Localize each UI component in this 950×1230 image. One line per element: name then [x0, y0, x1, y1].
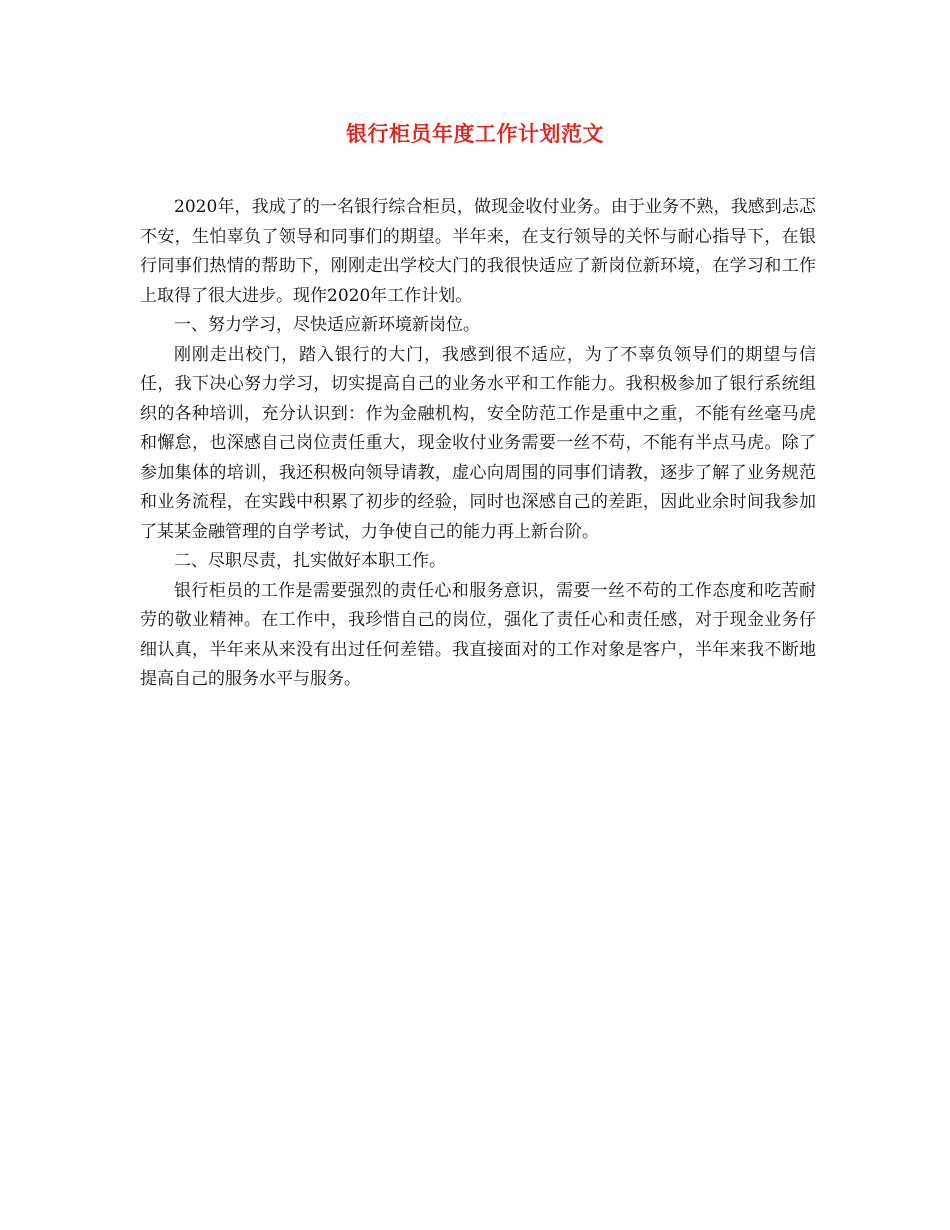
document-title: 银行柜员年度工作计划范文: [346, 121, 604, 146]
section-heading-1: 一、努力学习，尽快适应新环境新岗位。: [174, 315, 480, 335]
paragraph-study: 刚刚走出校门，踏入银行的大门，我感到很不适应，为了不辜负领导们的期望与信任，我下决心努力学习，切实提高自己的业务水平和工作能力。我积极参加了银行系统组织的各种培训，充分认识到：作为金融机构，安全防范工作是重中之重，不能有丝毫马虎和懈怠，也深感自己岗位责任重大，现金收付业务需要一丝不苟，不能有半点马虎。除了参加集体的培训，我还积极向领导请教，虚心向周围的同事们请教，逐步了解了业务规范和业务流程，在实践中积累了初步的经验，同时也深感自己的差距，因此业余时间我参加了某某金融管理的自学考试，力争使自己的能力再上新台阶。: [140, 344, 816, 542]
paragraph-intro: 2020年，我成了的一名银行综合柜员，做现金收付业务。由于业务不熟，我感到忐忑不安，生怕辜负了领导和同事们的期望。半年来，在支行领导的关怀与耐心指导下，在银行同事们热情的帮助下，刚刚走出学校大门的我很快适应了新岗位新环境，在学习和工作上取得了很大进步。现作2020年工作计划。: [140, 197, 816, 306]
paragraph-duty: 银行柜员的工作是需要强烈的责任心和服务意识，需要一丝不苟的工作态度和吃苦耐劳的敬业精神。在工作中，我珍惜自己的岗位，强化了责任心和责任感，对于现金业务仔细认真，半年来从来没有出过任何差错。我直接面对的工作对象是客户，半年来我不断地提高自己的服务水平与服务。: [140, 580, 816, 689]
document-body: [140, 193, 816, 695]
section-heading-2: 二、尽职尽责，扎实做好本职工作。: [174, 551, 446, 571]
